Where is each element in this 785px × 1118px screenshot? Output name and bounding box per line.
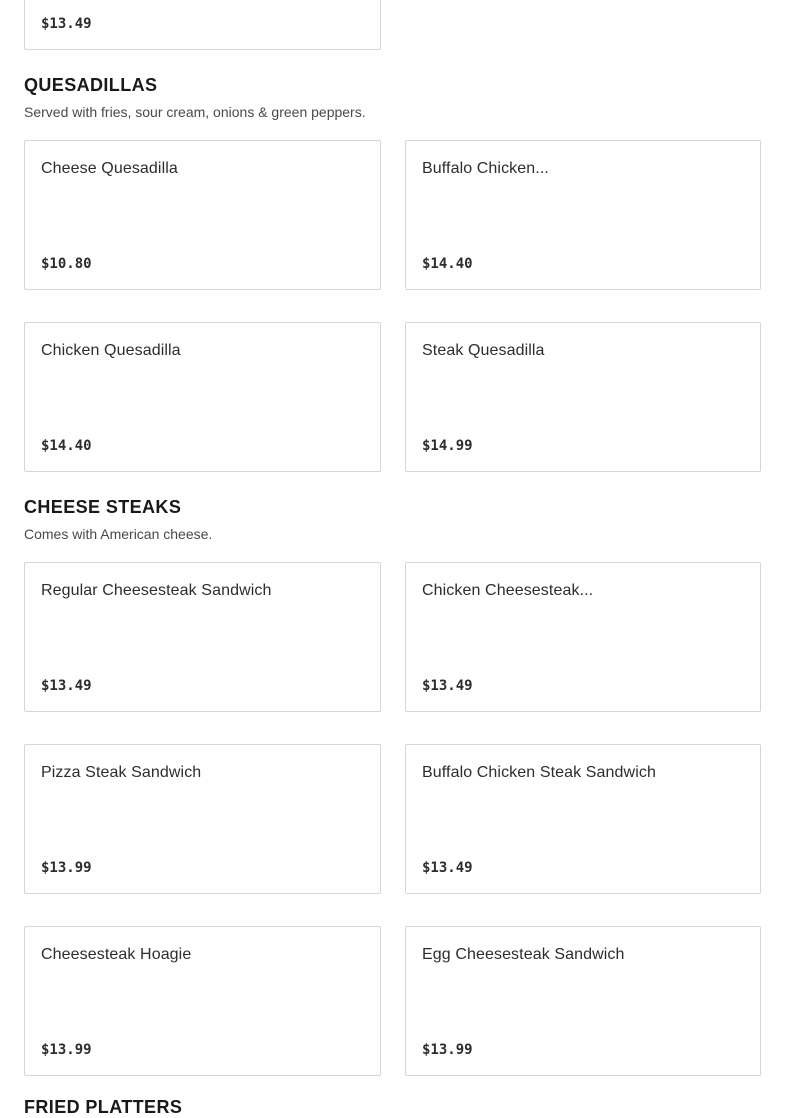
item-name: Pizza Steak Sandwich [41, 764, 202, 781]
item-name: Chicken Quesadilla [41, 342, 181, 359]
item-name: Egg Cheesesteak Sandwich [422, 946, 625, 963]
section-title-quesadillas: QUESADILLAS [24, 75, 158, 95]
item-price: $14.99 [422, 438, 473, 454]
item-name: Buffalo Chicken Steak Sandwich [422, 764, 656, 781]
section-title-fried-platters: FRIED PLATTERS [24, 1097, 183, 1117]
menu-item-card[interactable] [405, 562, 761, 712]
item-name: Chicken Cheesesteak... [422, 582, 594, 599]
menu-item-card[interactable] [24, 322, 381, 472]
item-name: Cheesesteak Hoagie [41, 946, 192, 963]
item-name: Steak Quesadilla [422, 342, 545, 359]
menu-item-card[interactable] [24, 744, 381, 894]
menu-item-card[interactable] [405, 744, 761, 894]
item-price: $13.99 [422, 1042, 473, 1058]
menu-item-card[interactable] [24, 0, 381, 50]
menu-item-card[interactable] [405, 926, 761, 1076]
menu-item-card[interactable] [405, 140, 761, 290]
item-name: Regular Cheesesteak Sandwich [41, 582, 272, 599]
section-description-cheese-steaks: Comes with American cheese. [24, 526, 213, 542]
item-price: $13.49 [422, 678, 473, 694]
item-price: $13.99 [41, 1042, 92, 1058]
menu-item-card[interactable] [24, 140, 381, 290]
item-price: $14.40 [41, 438, 92, 454]
item-price: $13.49 [41, 16, 92, 32]
item-price: $13.99 [41, 860, 92, 876]
item-name: Cheese Quesadilla [41, 160, 178, 177]
item-name: Buffalo Chicken... [422, 160, 549, 177]
item-price: $14.40 [422, 256, 473, 272]
menu-item-card[interactable] [24, 926, 381, 1076]
menu-item-card[interactable] [24, 562, 381, 712]
section-description-quesadillas: Served with fries, sour cream, onions & green peppers. [24, 104, 366, 120]
section-title-cheese-steaks: CHEESE STEAKS [24, 497, 182, 517]
item-price: $13.49 [422, 860, 473, 876]
item-price: $10.80 [41, 256, 92, 272]
menu-item-card[interactable] [405, 322, 761, 472]
item-price: $13.49 [41, 678, 92, 694]
